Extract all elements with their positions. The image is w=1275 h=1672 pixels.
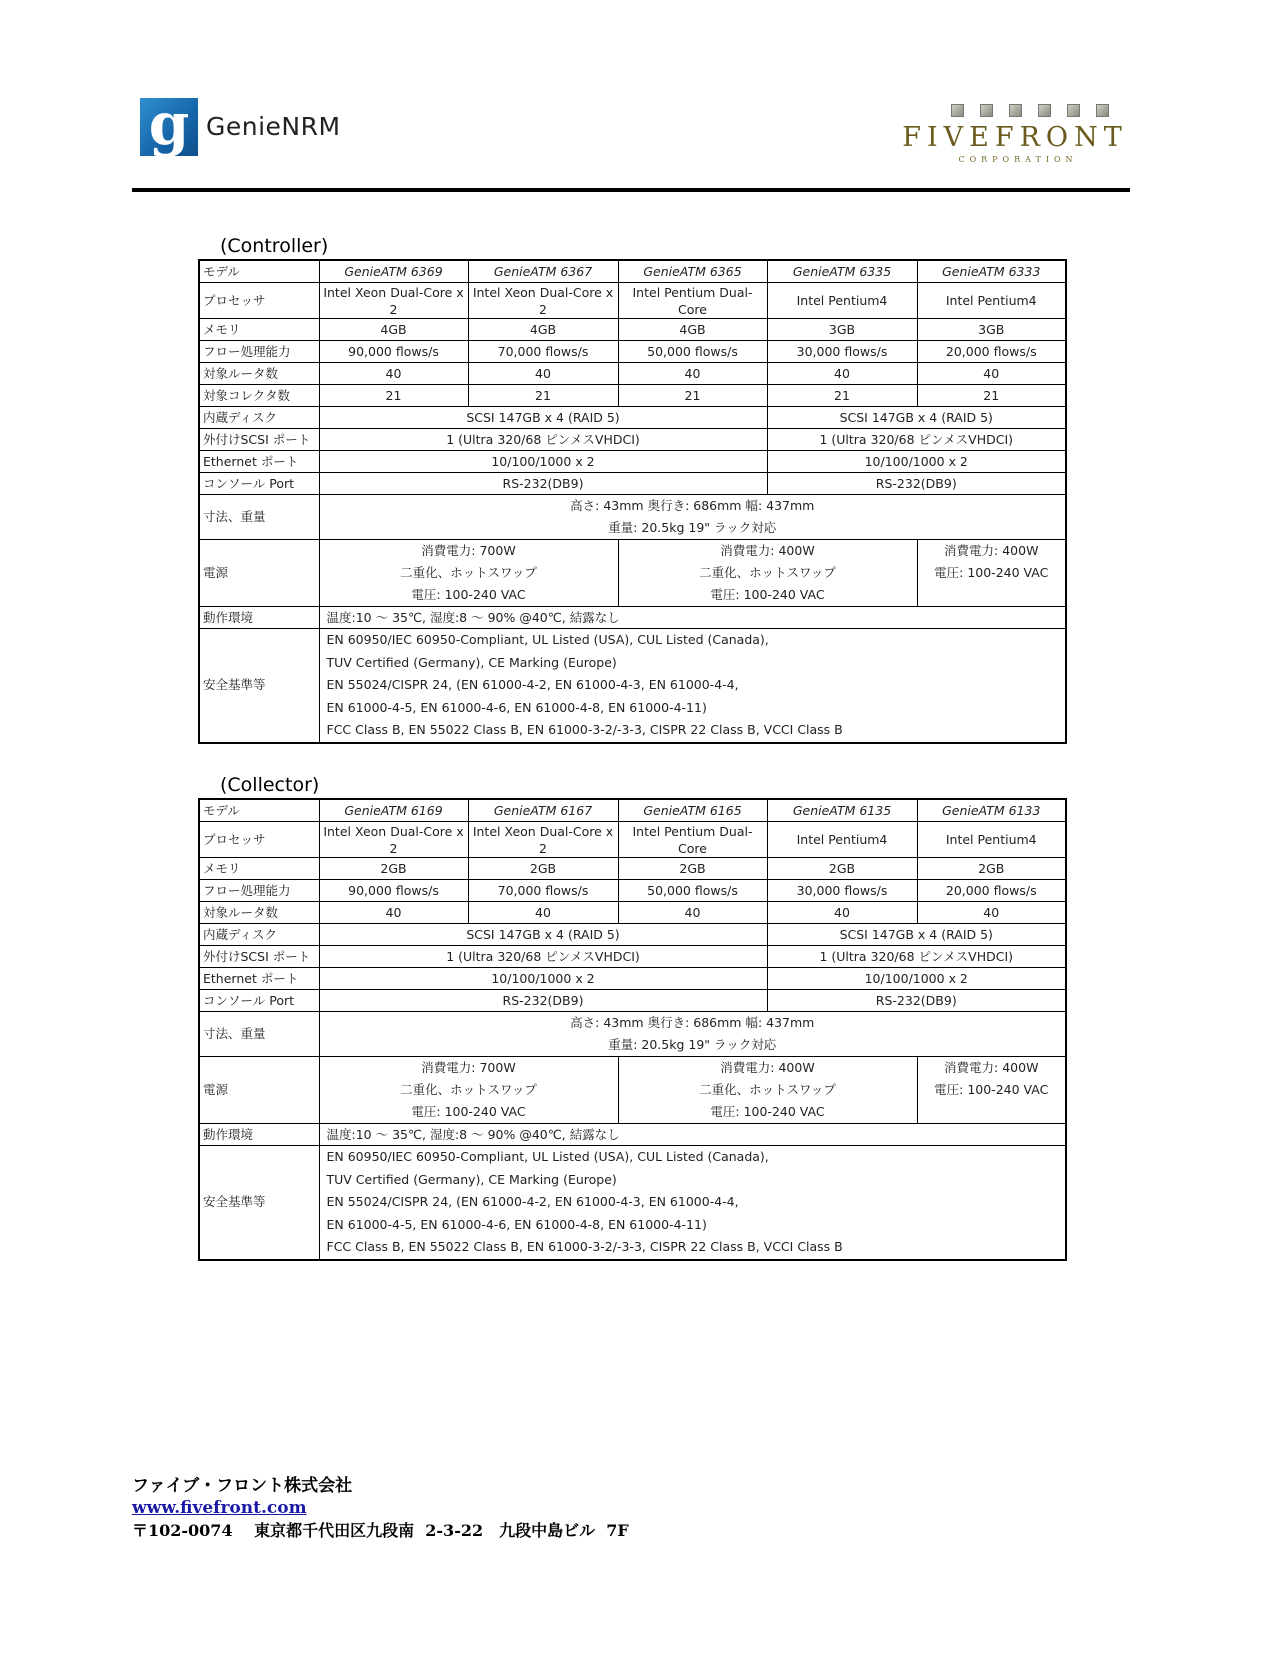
scsi-cell: 1 (Ultra 320/68 ピンメスVHDCI) [767,429,1066,451]
dimensions-cell [319,1012,1066,1057]
fivefront-logo [895,104,1135,164]
processor-cell: Intel Xeon Dual-Core x 2 [468,283,618,319]
power-line: 消費電力: 400W [720,543,815,558]
processor-cell: Intel Pentium Dual-Core [618,822,767,858]
flow-cell: 90,000 flows/s [319,880,468,902]
flow-cell: 30,000 flows/s [767,880,917,902]
table-row [199,495,1066,540]
safety-line: EN 55024/CISPR 24, (EN 61000-4-2, EN 61000-4-3, EN 61000-4-4, [326,1194,739,1209]
row-label: 電源 [199,540,319,607]
table-row [199,407,1066,429]
table-row [199,540,1066,607]
table-row [199,858,1066,880]
power-cell [618,540,917,607]
table-row [199,1146,1066,1260]
memory-cell: 3GB [767,319,917,341]
routers-cell: 40 [468,363,618,385]
scsi-cell: 1 (Ultra 320/68 ピンメスVHDCI) [767,946,1066,968]
table-row [199,607,1066,629]
row-label: 対象コレクタ数 [199,385,319,407]
table-row [199,473,1066,495]
processor-cell: Intel Xeon Dual-Core x 2 [319,283,468,319]
table-row [199,283,1066,319]
environment-cell: 温度:10 ～ 35℃, 湿度:8 ～ 90% @40℃, 結露なし [319,1124,1066,1146]
safety-line: EN 60950/IEC 60950-Compliant, UL Listed (USA), CUL Listed (Canada), [326,632,769,647]
flow-cell: 70,000 flows/s [468,880,618,902]
power-cell [917,540,1066,607]
disk-cell: SCSI 147GB x 4 (RAID 5) [767,924,1066,946]
scsi-cell: 1 (Ultra 320/68 ピンメスVHDCI) [319,946,767,968]
power-line: 二重化、ホットスワップ [699,1082,836,1097]
ethernet-cell: 10/100/1000 x 2 [319,451,767,473]
row-label: 寸法、重量 [199,495,319,540]
dimensions-size: 高さ: 43mm 奥行き: 686mm 幅: 437mm [570,1015,815,1030]
disk-cell: SCSI 147GB x 4 (RAID 5) [767,407,1066,429]
model-cell: GenieATM 6167 [468,799,618,822]
footer [132,1475,629,1543]
model-cell: GenieATM 6135 [767,799,917,822]
table-row [199,1057,1066,1124]
table-row [199,822,1066,858]
row-label: コンソール Port [199,990,319,1012]
safety-cell [319,1146,1066,1260]
fivefront-square [1096,104,1109,117]
controller-title: (Controller) [220,235,329,257]
safety-line: EN 61000-4-5, EN 61000-4-6, EN 61000-4-8, EN 61000-4-11) [326,699,707,715]
routers-cell: 40 [767,363,917,385]
memory-cell: 2GB [319,858,468,880]
table-row [199,363,1066,385]
row-label: コンソール Port [199,473,319,495]
row-label: プロセッサ [199,822,319,858]
scsi-cell: 1 (Ultra 320/68 ピンメスVHDCI) [319,429,767,451]
power-line: 電圧: 100-240 VAC [934,565,1049,580]
fivefront-square [1038,104,1051,117]
memory-cell: 2GB [917,858,1066,880]
power-line: 電圧: 100-240 VAC [710,1104,825,1119]
row-label: メモリ [199,858,319,880]
power-line: 消費電力: 700W [421,1060,516,1075]
processor-cell: Intel Pentium4 [767,283,917,319]
routers-cell: 40 [319,363,468,385]
routers-cell: 40 [917,363,1066,385]
table-row [199,799,1066,822]
row-label: 安全基準等 [199,629,319,743]
header-rule [132,188,1130,192]
table-row [199,385,1066,407]
collector-title: (Collector) [220,774,320,796]
table-row [199,924,1066,946]
row-label: メモリ [199,319,319,341]
routers-cell: 40 [917,902,1066,924]
collectors-cell: 21 [767,385,917,407]
row-label: 動作環境 [199,607,319,629]
company-url-link[interactable]: www.fivefront.com [132,1498,307,1518]
flow-cell: 70,000 flows/s [468,341,618,363]
memory-cell: 2GB [767,858,917,880]
dimensions-cell [319,495,1066,540]
memory-cell: 4GB [468,319,618,341]
ethernet-cell: 10/100/1000 x 2 [319,968,767,990]
model-cell: GenieATM 6365 [618,260,767,283]
row-label: フロー処理能力 [199,341,319,363]
power-line: 二重化、ホットスワップ [400,565,537,580]
model-cell: GenieATM 6333 [917,260,1066,283]
table-row [199,902,1066,924]
genie-logo-letter: g [148,90,190,158]
routers-cell: 40 [319,902,468,924]
power-line: 二重化、ホットスワップ [699,565,836,580]
table-row [199,1124,1066,1146]
table-row [199,946,1066,968]
power-line: 消費電力: 400W [944,543,1039,558]
row-label: 内蔵ディスク [199,924,319,946]
flow-cell: 20,000 flows/s [917,880,1066,902]
ethernet-cell: 10/100/1000 x 2 [767,451,1066,473]
controller-spec-table [198,259,1067,744]
table-row [199,968,1066,990]
fivefront-square [951,104,964,117]
safety-cell [319,629,1066,743]
safety-line: EN 60950/IEC 60950-Compliant, UL Listed (USA), CUL Listed (Canada), [326,1149,769,1164]
genienrm-logo [140,90,341,158]
flow-cell: 90,000 flows/s [319,341,468,363]
processor-cell: Intel Pentium4 [767,822,917,858]
collectors-cell: 21 [618,385,767,407]
console-cell: RS-232(DB9) [319,473,767,495]
row-label: フロー処理能力 [199,880,319,902]
power-line: 電圧: 100-240 VAC [710,587,825,602]
flow-cell: 50,000 flows/s [618,880,767,902]
memory-cell: 3GB [917,319,1066,341]
safety-line: FCC Class B, EN 55022 Class B, EN 61000-3-2/-3-3, CISPR 22 Class B, VCCI Class B [326,722,843,737]
fivefront-square [1067,104,1080,117]
processor-cell: Intel Pentium Dual-Core [618,283,767,319]
row-label: Ethernet ポート [199,968,319,990]
row-label: 外付けSCSI ポート [199,429,319,451]
row-label: モデル [199,260,319,283]
environment-cell: 温度:10 ～ 35℃, 湿度:8 ～ 90% @40℃, 結露なし [319,607,1066,629]
flow-cell: 30,000 flows/s [767,341,917,363]
power-line: 電圧: 100-240 VAC [411,1104,526,1119]
table-row [199,1012,1066,1057]
fivefront-subtitle: CORPORATION [958,155,1078,164]
genie-logo-text: GenieNRM [206,112,341,141]
safety-line: FCC Class B, EN 55022 Class B, EN 61000-3-2/-3-3, CISPR 22 Class B, VCCI Class B [326,1239,843,1254]
row-label: 動作環境 [199,1124,319,1146]
flow-cell: 50,000 flows/s [618,341,767,363]
processor-cell: Intel Xeon Dual-Core x 2 [319,822,468,858]
fivefront-square [980,104,993,117]
collectors-cell: 21 [319,385,468,407]
ethernet-cell: 10/100/1000 x 2 [767,968,1066,990]
power-line: 電圧: 100-240 VAC [934,1082,1049,1097]
power-line: 電圧: 100-240 VAC [411,587,526,602]
power-line: 消費電力: 700W [421,543,516,558]
power-line: 消費電力: 400W [720,1060,815,1075]
power-cell [319,540,618,607]
table-row [199,319,1066,341]
table-row [199,629,1066,743]
power-line: 消費電力: 400W [944,1060,1039,1075]
processor-cell: Intel Xeon Dual-Core x 2 [468,822,618,858]
routers-cell: 40 [618,902,767,924]
row-label: 対象ルータ数 [199,363,319,385]
table-row [199,260,1066,283]
flow-cell: 20,000 flows/s [917,341,1066,363]
model-cell: GenieATM 6335 [767,260,917,283]
model-cell: GenieATM 6165 [618,799,767,822]
row-label: 対象ルータ数 [199,902,319,924]
table-row [199,880,1066,902]
routers-cell: 40 [468,902,618,924]
dimensions-weight: 重量: 20.5kg 19" ラック対応 [608,1037,777,1052]
row-label: 内蔵ディスク [199,407,319,429]
collectors-cell: 21 [468,385,618,407]
fivefront-squares [951,104,1111,118]
row-label: 安全基準等 [199,1146,319,1260]
power-line: 二重化、ホットスワップ [400,1082,537,1097]
row-label: 寸法、重量 [199,1012,319,1057]
power-cell [917,1057,1066,1124]
collector-spec-table [198,798,1067,1261]
fivefront-square [1009,104,1022,117]
disk-cell: SCSI 147GB x 4 (RAID 5) [319,407,767,429]
model-cell: GenieATM 6133 [917,799,1066,822]
memory-cell: 2GB [468,858,618,880]
processor-cell: Intel Pentium4 [917,283,1066,319]
memory-cell: 4GB [319,319,468,341]
company-name: ファイブ・フロント株式会社 [132,1476,353,1496]
row-label: 電源 [199,1057,319,1124]
routers-cell: 40 [767,902,917,924]
dimensions-weight: 重量: 20.5kg 19" ラック対応 [608,520,777,535]
row-label: モデル [199,799,319,822]
memory-cell: 2GB [618,858,767,880]
safety-line: TUV Certified (Germany), CE Marking (Europe) [326,1171,617,1187]
console-cell: RS-232(DB9) [767,473,1066,495]
row-label: Ethernet ポート [199,451,319,473]
collectors-cell: 21 [917,385,1066,407]
routers-cell: 40 [618,363,767,385]
console-cell: RS-232(DB9) [319,990,767,1012]
table-row [199,429,1066,451]
model-cell: GenieATM 6169 [319,799,468,822]
table-row [199,451,1066,473]
safety-line: EN 61000-4-5, EN 61000-4-6, EN 61000-4-8, EN 61000-4-11) [326,1216,707,1232]
disk-cell: SCSI 147GB x 4 (RAID 5) [319,924,767,946]
model-cell: GenieATM 6369 [319,260,468,283]
table-row [199,341,1066,363]
fivefront-title: FIVEFRONT [902,122,1128,153]
console-cell: RS-232(DB9) [767,990,1066,1012]
processor-cell: Intel Pentium4 [917,822,1066,858]
table-row [199,990,1066,1012]
memory-cell: 4GB [618,319,767,341]
safety-line: TUV Certified (Germany), CE Marking (Europe) [326,654,617,670]
row-label: 外付けSCSI ポート [199,946,319,968]
safety-line: EN 55024/CISPR 24, (EN 61000-4-2, EN 61000-4-3, EN 61000-4-4, [326,677,739,692]
dimensions-size: 高さ: 43mm 奥行き: 686mm 幅: 437mm [570,498,815,513]
power-cell [618,1057,917,1124]
power-cell [319,1057,618,1124]
model-cell: GenieATM 6367 [468,260,618,283]
row-label: プロセッサ [199,283,319,319]
company-address: 〒102-0074 東京都千代田区九段南 2-3-22 九段中島ビル 7F [132,1521,629,1540]
